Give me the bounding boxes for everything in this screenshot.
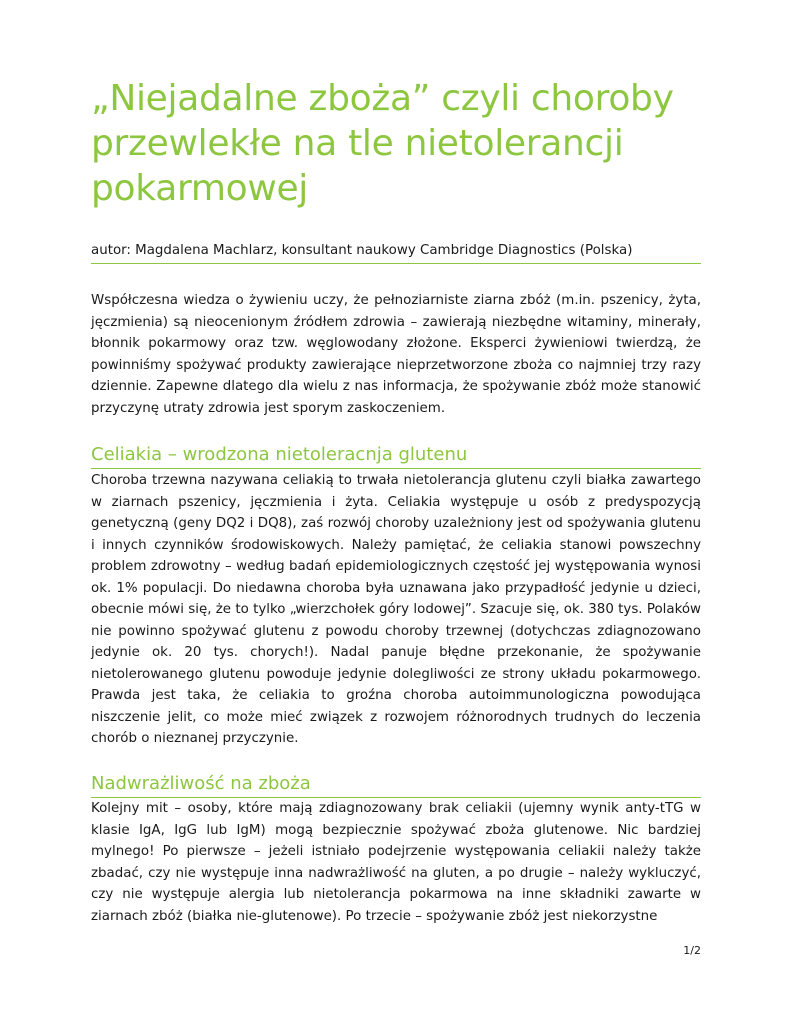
- section-heading-nadwrazliwosc: Nadwrażliwość na zboża: [91, 772, 701, 798]
- page-number: 1/2: [683, 944, 701, 957]
- section-heading-celiakia: Celiakia – wrodzona nietoleracnja glutenu: [91, 443, 701, 469]
- document-title: „Niejadalne zboża” czyli choroby przewlekłe na tle nietolerancji pokarmowej: [91, 78, 674, 209]
- section-body-celiakia: Choroba trzewna nazywana celiakią to trwała nietolerancja glutenu czyli białka zawartego w ziarnach pszenicy, jęczmienia i żyta. Celiakia występuje u osób z predyspozycją genetyczną (geny DQ2 i DQ8), zaś rozwój choroby uzależniony jest od spożywania glutenu i innych czynników środowiskowych. Należy pamiętać, że celiakia stanowi powszechny problem zdrowotny – według badań epidemiologicznych częstość jej występowania wynosi ok. 1% populacji. Do niedawna choroba była uznawana jako przypadłość jedynie u dzieci, obecnie mówi się, że to tylko „wierzchołek góry lodowej”. Szacuje się, ok. 380 tys. Polaków nie powinno spożywać glutenu z powodu choroby trzewnej (dotychczas zdiagnozowano jedynie ok. 20 tys. chorych!). Nadal panuje błędne przekonanie, że spożywanie nietolerowanego glutenu powoduje jedynie dolegliwości ze strony układu pokarmowego. Prawda jest taka, że celiakia to groźna choroba autoimmunologiczna powodująca niszczenie jelit, co może mieć związek z rozwojem różnorodnych trudnych do leczenia chorób o nieznanej przyczynie.: [91, 473, 701, 746]
- section-body-nadwrazliwosc: Kolejny mit – osoby, które mają zdiagnozowany brak celiakii (ujemny wynik anty-tTG w klasie IgA, IgG lub IgM) mogą bezpiecznie spożywać zboża glutenowe. Nic bardziej mylnego! Po pierwsze – jeżeli istniało podejrzenie występowania celiakii należy także zbadać, czy nie występuje inna nadwrażliwość na gluten, a po drugie – należy wykluczyć, czy nie występuje alergia lub nietolerancja pokarmowa na inne składniki zawarte w ziarnach zbóż (białka nie-glutenowe). Po trzecie – spożywanie zbóż jest niekorzystne: [91, 801, 701, 924]
- intro-paragraph: Współczesna wiedza o żywieniu uczy, że pełnoziarniste ziarna zbóż (m.in. pszenicy, żyta, jęczmienia) są nieocenionym źródłem zdrowia – zawierają niezbędne witaminy, minerały, błonnik pokarmowy oraz tzw. węglowodany złożone. Eksperci żywieniowi twierdzą, że powinniśmy spożywać produkty zawierające nieprzetworzone zboża co najmniej trzy razy dziennie. Zapewne dlatego dla wielu z nas informacja, że spożywanie zbóż może stanowić przyczynę utraty zdrowia jest sporym zaskoczeniem.: [91, 293, 701, 416]
- author-line: autor: Magdalena Machlarz, konsultant naukowy Cambridge Diagnostics (Polska): [91, 241, 701, 264]
